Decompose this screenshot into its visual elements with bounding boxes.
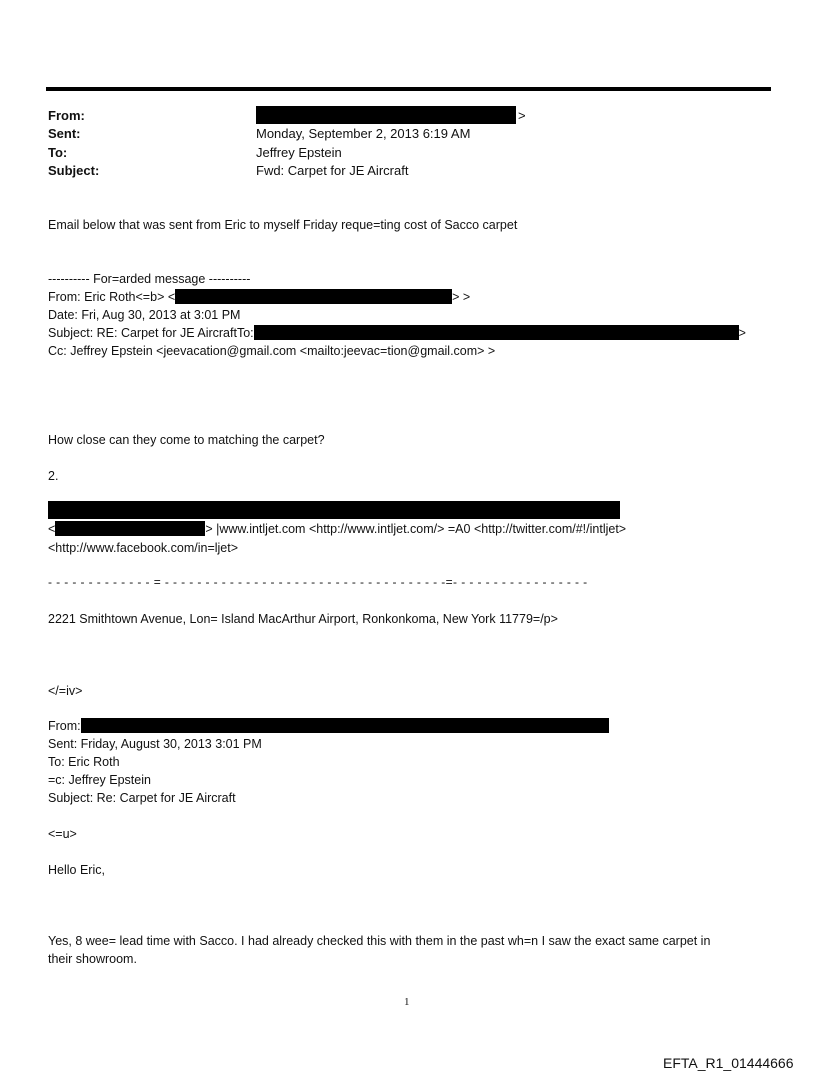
forwarded-date: Date: Fri, Aug 30, 2013 at 3:01 PM xyxy=(48,308,241,322)
forwarded-subject xyxy=(48,325,746,341)
document-id: EFTA_R1_01444666 xyxy=(663,1055,794,1071)
second-sent: Sent: Friday, August 30, 2013 3:01 PM xyxy=(48,737,262,751)
page-number: 1 xyxy=(404,996,410,1008)
second-subject: Subject: Re: Carpet for JE Aircraft xyxy=(48,791,236,805)
closing-tag: </=iv> xyxy=(48,684,83,698)
signature-redaction xyxy=(48,501,620,519)
body-line1: Yes, 8 wee= lead time with Sacco. I had already checked this with them in the past wh=n I saw the exact same carpet in xyxy=(48,934,711,948)
forwarded-subject-suffix: > xyxy=(738,326,746,340)
forwarded-to-redaction xyxy=(254,325,739,340)
subject-value: Fwd: Carpet for JE Aircraft xyxy=(256,163,409,178)
signature-line1-suffix: > |www.intljet.com <http://www.intljet.com/> =A0 <http://twitter.com/#!/intljet> xyxy=(205,522,627,536)
forwarded-from-suffix: > > xyxy=(452,290,471,304)
from-label: From: xyxy=(48,108,85,123)
forwarded-cc: Cc: Jeffrey Epstein <jeevacation@gmail.com <mailto:jeevac=tion@gmail.com> > xyxy=(48,344,496,358)
signature-line1 xyxy=(48,521,626,537)
signature-line2: <http://www.facebook.com/in=ljet> xyxy=(48,541,239,555)
from-suffix: > xyxy=(518,108,526,123)
second-from xyxy=(48,718,609,734)
signature-address: 2221 Smithtown Avenue, Lon= Island MacArthur Airport, Ronkonkoma, New York 11779=/p> xyxy=(48,612,558,626)
question-text: How close can they come to matching the carpet? xyxy=(48,433,325,447)
body-line2: their showroom. xyxy=(48,952,137,966)
signature-inline-redaction xyxy=(55,521,205,536)
signature-dashline: - - - - - - - - - - - - - = - - - - - - - - - - - - - - - - - - - - - - - - - - - - - - - - - - -=- - - - - - - - - - - - - - - - - xyxy=(48,575,588,589)
numbered-item: 2. xyxy=(48,469,59,483)
second-from-redaction xyxy=(81,718,609,733)
second-from-prefix: From: xyxy=(48,719,81,733)
forwarded-from-redaction xyxy=(175,289,452,304)
signature-line1-prefix: < xyxy=(48,522,56,536)
greeting: Hello Eric, xyxy=(48,863,105,877)
u-tag: <=u> xyxy=(48,827,77,841)
second-to: To: Eric Roth xyxy=(48,755,120,769)
sent-value: Monday, September 2, 2013 6:19 AM xyxy=(256,126,471,141)
from-redaction xyxy=(256,106,516,124)
second-cc: =c: Jeffrey Epstein xyxy=(48,773,151,787)
sent-label: Sent: xyxy=(48,126,81,141)
forwarded-divider: ---------- For=arded message ---------- xyxy=(48,272,251,286)
subject-label: Subject: xyxy=(48,163,100,178)
top-rule xyxy=(46,87,771,91)
forwarded-from xyxy=(48,289,470,305)
forwarded-subject-prefix: Subject: RE: Carpet for JE AircraftTo: xyxy=(48,326,254,340)
forwarded-from-prefix: From: Eric Roth<=b> < xyxy=(48,290,176,304)
intro-text: Email below that was sent from Eric to myself Friday reque=ting cost of Sacco carpet xyxy=(48,218,518,232)
to-value: Jeffrey Epstein xyxy=(256,145,342,160)
to-label: To: xyxy=(48,145,68,160)
